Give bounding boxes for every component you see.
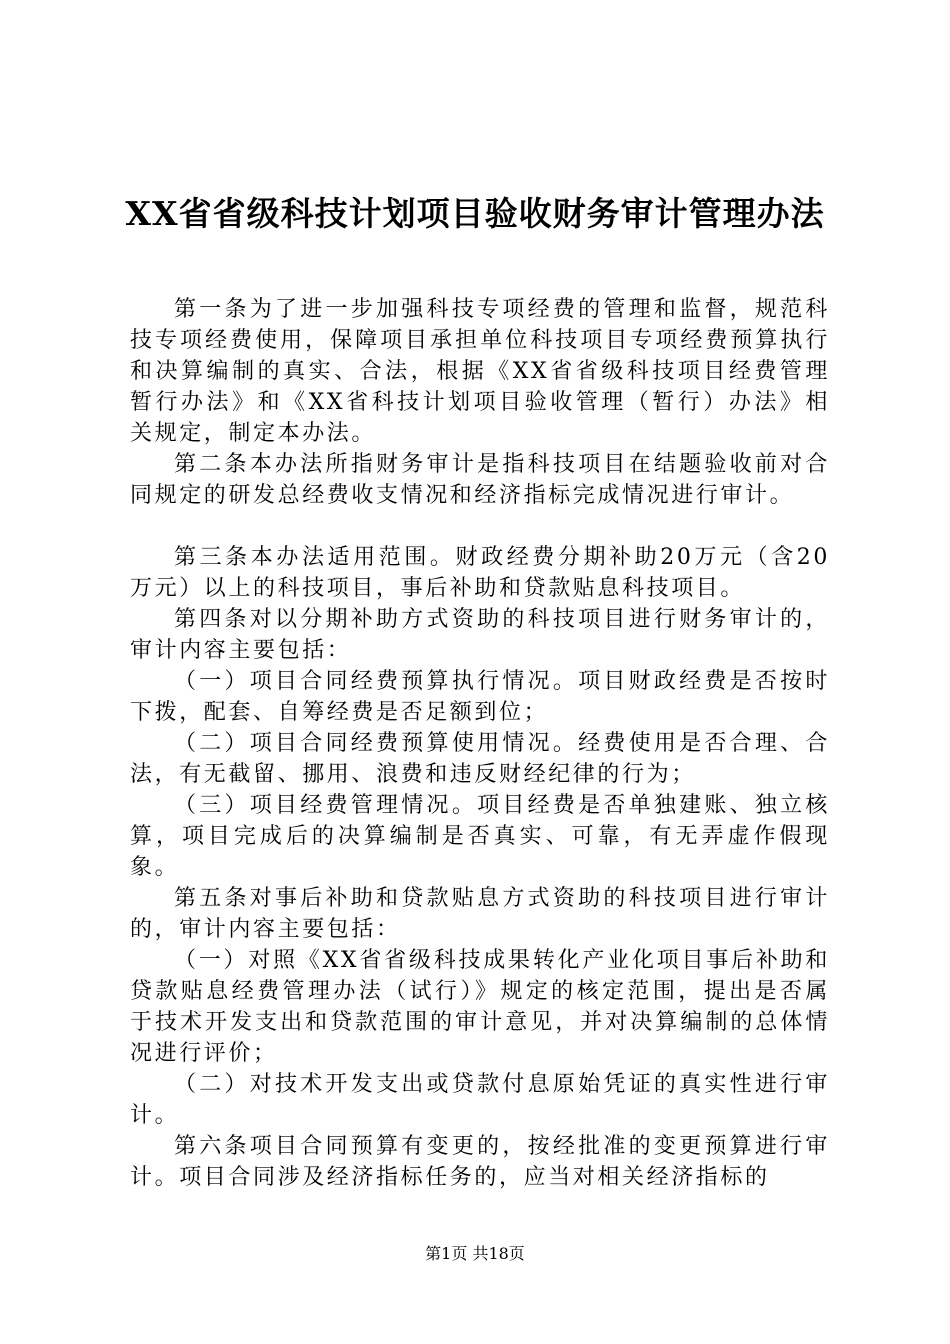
document-title: XX省省级科技计划项目验收财务审计管理办法: [125, 194, 825, 233]
paragraph-article-5: 第五条对事后补助和贷款贴息方式资助的科技项目进行审计的，审计内容主要包括：: [130, 886, 830, 942]
paragraph-article-4-item-3: （三）项目经费管理情况。项目经费是否单独建账、独立核算，项目完成后的决算编制是否真实、可靠，有无弄虚作假现象。: [130, 793, 830, 880]
paragraph-article-4: 第四条对以分期补助方式资助的科技项目进行财务审计的，审计内容主要包括：: [130, 607, 830, 663]
paragraph-article-4-item-1: （一）项目合同经费预算执行情况。项目财政经费是否按时下拨，配套、自筹经费是否足额到位；: [130, 669, 830, 725]
paragraph-article-2: 第二条本办法所指财务审计是指科技项目在结题验收前对合同规定的研发总经费收支情况和经济指标完成情况进行审计。: [130, 452, 830, 508]
paragraph-article-3: 第三条本办法适用范围。财政经费分期补助20万元（含20万元）以上的科技项目，事后补助和贷款贴息科技项目。: [130, 545, 830, 601]
paragraph-article-1: 第一条为了进一步加强科技专项经费的管理和监督，规范科技专项经费使用，保障项目承担单位科技项目专项经费预算执行和决算编制的真实、合法，根据《XX省省级科技项目经费管理暂行办法》和《XX省科技计划项目验收管理（暂行）办法》相关规定，制定本办法。: [130, 297, 830, 446]
document-body: [130, 294, 830, 1193]
paragraph-article-5-item-1: （一）对照《XX省省级科技成果转化产业化项目事后补助和贷款贴息经费管理办法（试行）》规定的核定范围，提出是否属于技术开发支出和贷款范围的审计意见，并对决算编制的总体情况进行评价；: [130, 948, 830, 1066]
page-number: 第1页 共18页: [425, 1244, 525, 1263]
paragraph-article-5-item-2: （二）对技术开发支出或贷款付息原始凭证的真实性进行审计。: [130, 1072, 830, 1128]
paragraph-article-4-item-2: （二）项目合同经费预算使用情况。经费使用是否合理、合法，有无截留、挪用、浪费和违反财经纪律的行为；: [130, 731, 830, 787]
paragraph-article-6: 第六条项目合同预算有变更的，按经批准的变更预算进行审计。项目合同涉及经济指标任务的，应当对相关经济指标的: [130, 1134, 830, 1190]
